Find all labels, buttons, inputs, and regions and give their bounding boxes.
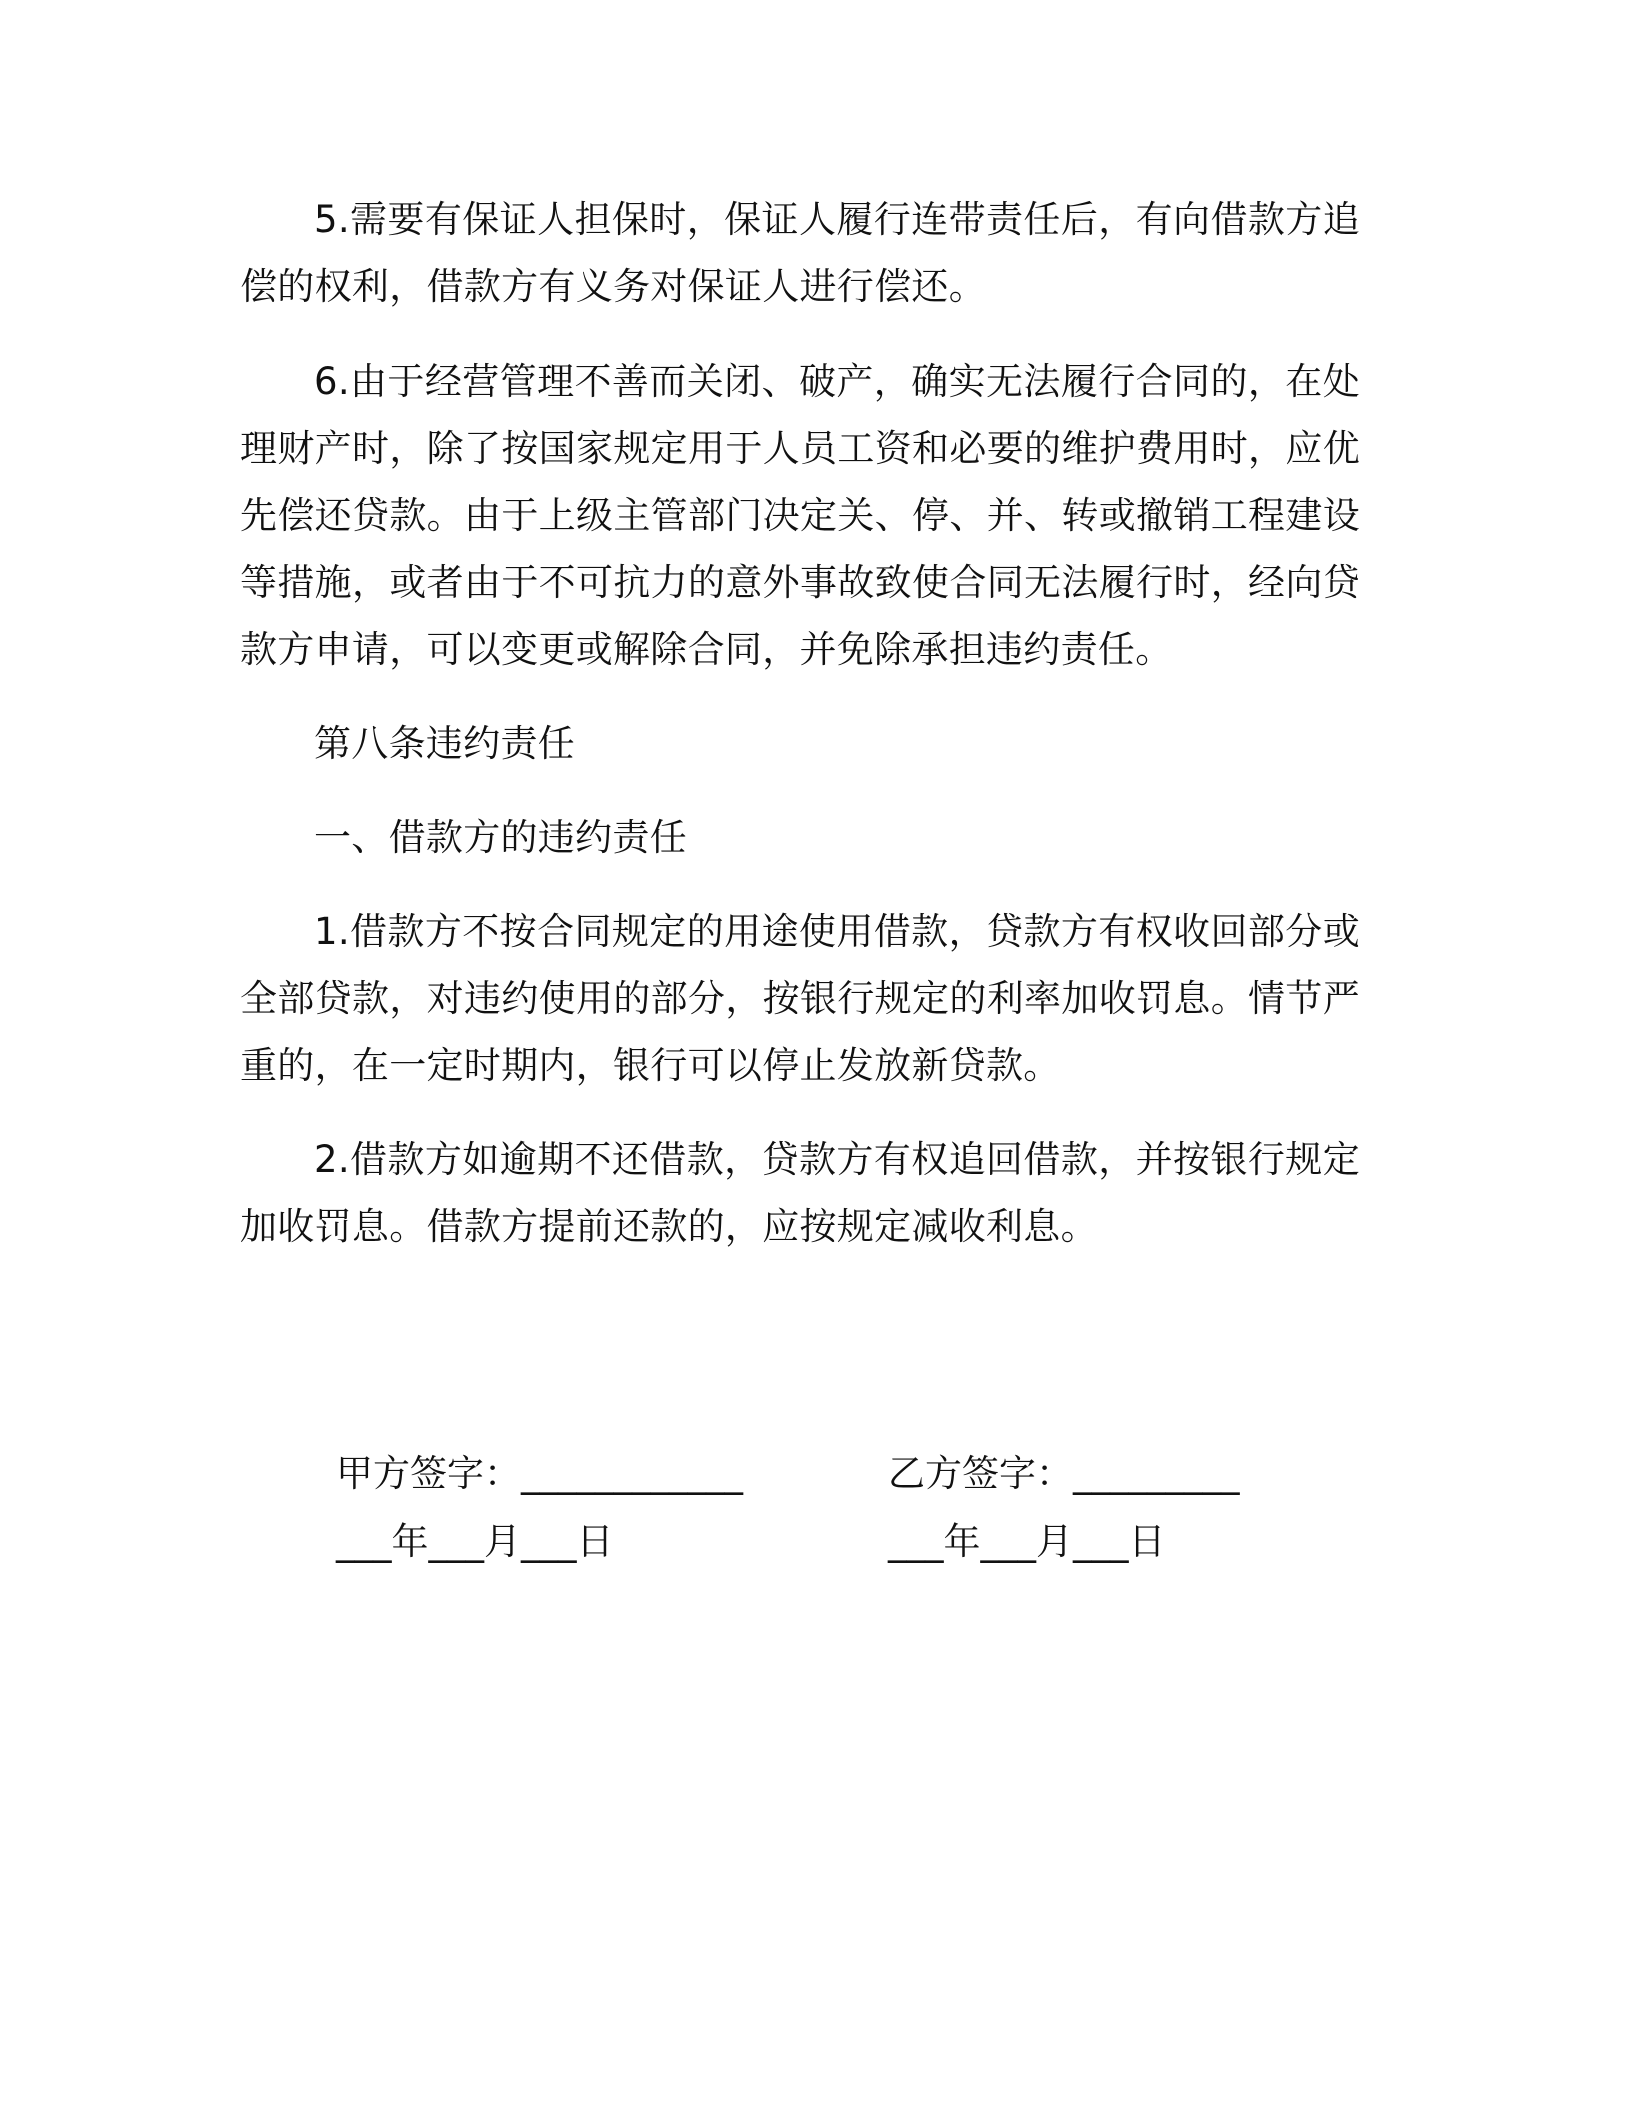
clause-5-paragraph: 5.需要有保证人担保时，保证人履行连带责任后，有向借款方追偿的权利，借款方有义务对保证人进行偿还。	[240, 198, 1360, 308]
party-a-signature-line: 甲方签字：____________	[336, 1452, 743, 1495]
party-a-date-line: ___年___月___日	[336, 1520, 614, 1563]
party-b-date-line: ___年___月___日	[888, 1520, 1166, 1563]
party-b-signature-line: 乙方签字：_________	[888, 1452, 1240, 1495]
clause-6-paragraph: 6.由于经营管理不善而关闭、破产，确实无法履行合同的，在处理财产时，除了按国家规定用于人员工资和必要的维护费用时，应优先偿还贷款。由于上级主管部门决定关、停、并、转或撤销工程建设等措施，或者由于不可抗力的意外事故致使合同无法履行时，经向贷款方申请，可以变更或解除合同，并免除承担违约责任。	[240, 360, 1360, 671]
article-8-heading: 第八条违约责任	[314, 722, 576, 765]
breach-clause-2-paragraph: 2.借款方如逾期不还借款，贷款方有权追回借款，并按银行规定加收罚息。借款方提前还款的，应按规定减收利息。	[240, 1138, 1360, 1248]
breach-clause-1-paragraph: 1.借款方不按合同规定的用途使用借款，贷款方有权收回部分或全部贷款，对违约使用的部分，按银行规定的利率加收罚息。情节严重的，在一定时期内，银行可以停止发放新贷款。	[240, 910, 1360, 1087]
section-1-heading: 一、借款方的违约责任	[314, 816, 687, 859]
